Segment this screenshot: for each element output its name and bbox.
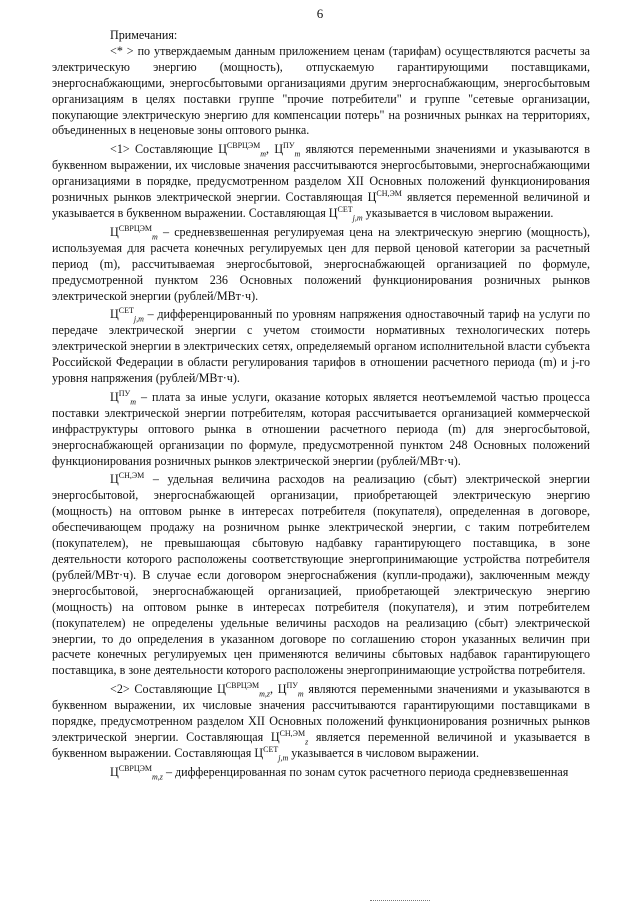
symbol-c-snem: $Ц^{СН,ЭМ}$ — [367, 189, 402, 205]
paragraph-def-snem: $Ц^{СН,ЭМ}$ – удельная величина расходов на реализацию (сбыт) электрической энергии энергосбытовой, энергоснабжающей организации, приобретающей электрическую энергию (мощность) на оптовом рынке в интересах потребителя (покупателя), определенная в договоре, обеспечивающем продажу на розничном рынке электрической энергии, с таким потребителем (покупателем), не превышающая сбытовую надбавку гарантирующего поставщика, в зоне деятельности которого расположены соответствующие энергопринимающие устройства потребителя (рублей/МВт·ч). В случае если договором энергоснабжения (купли-продажи), заключенным между энергосбытовой, энергоснабжающей организацией, приобретающей электрическую энергию (мощность) на оптовом рынке в интересах потребителя (покупателя), и этим потребителем (покупателем) не определены удельные величины расходов на реализацию (сбыт) электрической энергии, то до определения в указанном договоре по соглашению сторон указанных величин при расчете конечных регулируемых цен применяются величины сбытовых надбавок гарантирующего поставщика, в зоне деятельности которого расположены энергопринимающие устройства потребителя. — [52, 471, 590, 678]
page-number: 6 — [316, 6, 324, 21]
document-body — [52, 28, 590, 781]
symbol-c-pu-m: $Ц^{ПУ}_m$ — [110, 388, 136, 407]
symbol-c-snem-z: $Ц^{СН,ЭМ}_z$ — [270, 728, 309, 747]
symbol-c-pu-m: $Ц^{ПУ}_m$ — [277, 681, 304, 699]
symbol-c-svrcem-mz: $Ц^{СВРЦЭМ}_{m,z}$ — [110, 763, 163, 782]
symbol-c-pu-m: $Ц^{ПУ}_m$ — [274, 141, 301, 159]
paragraph-note-2: <2> Составляющие $Ц^{СВРЦЭМ}_{m,z}$, $Ц^{ПУ}_m$ являются переменными значениями и указываются в буквенном выражении, их числовые значения рассчитываются гарантирующими поставщиками в порядке, предусмотренном разделом XII Основных положений функционирования розничных рынков электрической энергии. Составляющая $Ц^{СН,ЭМ}_z$ является переменной величиной и указывается в буквенном выражении. Составляющая $Ц^{СЕТ}_{j,m}$ указывается в числовом выражении. — [52, 681, 591, 763]
symbol-c-set-jm: $Ц^{СЕТ}_{j,m}$ — [328, 204, 363, 223]
page-bottom-mark — [370, 898, 430, 901]
paragraph-def-pu: $Ц^{ПУ}_m$ – плата за иные услуги, оказание которых является неотъемлемой частью процесса поставки электрической энергии потребителям, которая рассчитывается организацией коммерческой инфраструктуры оптового рынка в отношении расчетного периода (m) для энергосбытовой, энергоснабжающей организации по формуле, предусмотренной пунктом 248 Основных положений функционирования розничных рынков электрической энергии (рублей/МВт·ч). — [52, 388, 590, 468]
notes-heading: Примечания: — [110, 28, 178, 42]
symbol-c-set-jm: $Ц^{СЕТ}_{j,m}$ — [110, 306, 144, 324]
paragraph-def-svrcem: $Ц^{СВРЦЭМ}_m$ – средневзвешенная регулируемая цена на электрическую энергию (мощность), используемая для расчета конечных регулируемых цен для первой ценовой категории за расчетный период (m), рассчитываемая энергосбытовой, энергоснабжающей организацией по формуле, предусмотренной пунктом 236 Основных положений функционирования розничных рынков электрической энергии (рублей/МВт·ч). — [52, 223, 590, 303]
symbol-c-set-jm: $Ц^{СЕТ}_{j,m}$ — [254, 744, 289, 763]
symbol-c-snem: $Ц^{СН,ЭМ}$ — [110, 471, 145, 487]
symbol-c-svrcem-m: $Ц^{СВРЦЭМ}_m$ — [218, 141, 266, 159]
paragraph-def-set: $Ц^{СЕТ}_{j,m}$ – дифференцированный по уровням напряжения одноставочный тариф на услуги по передаче электрической энергии с учетом стоимости нормативных технологических потерь электрической энергии в электрических сетях, определяемый органом исполнительной власти субъекта Российской Федерации в области регулирования тарифов в отношении расчетного периода (m) и j-го уровня напряжения (рублей/МВт·ч). — [52, 306, 590, 386]
symbol-c-svrcem-m: $Ц^{СВРЦЭМ}_m$ — [110, 223, 158, 242]
paragraph-star-note: <* > по утверждаемым данным приложением ценам (тарифам) осуществляются расчеты за электрическую энергию (мощность), отпускаемую гарантирующими поставщиками, энергоснабжающими, энергосбытовыми организациями другим энергоснабжающим, энергосбытовым организациям в целях поставки группе "прочие потребители" и группе "сетевые организации, покупающие электрическую энергию для компенсации потерь" на розничных рынках на территориях, объединенных в неценовые зоны оптового рынка. — [52, 43, 590, 138]
symbol-c-svrcem-mz: $Ц^{СВРЦЭМ}_{m,z}$ — [217, 681, 270, 699]
paragraph-def-svrcem-mz: $Ц^{СВРЦЭМ}_{m,z}$ – дифференцированная по зонам суток расчетного периода средневзвешенная — [110, 763, 569, 782]
paragraph-note-1: <1> Составляющие $Ц^{СВРЦЭМ}_m$, $Ц^{ПУ}_m$ являются переменными значениями и указываются в буквенном выражении, их числовые значения рассчитываются энергосбытовыми, энергоснабжающими организациями в порядке, предусмотренном разделом XII Основных положений функционирования розничных рынков электрической энергии. Составляющая $Ц^{СН,ЭМ}$ является переменной величиной и указывается в буквенном выражении. Составляющая $Ц^{СЕТ}_{j,m}$ указывается в числовом выражении. — [52, 141, 591, 223]
